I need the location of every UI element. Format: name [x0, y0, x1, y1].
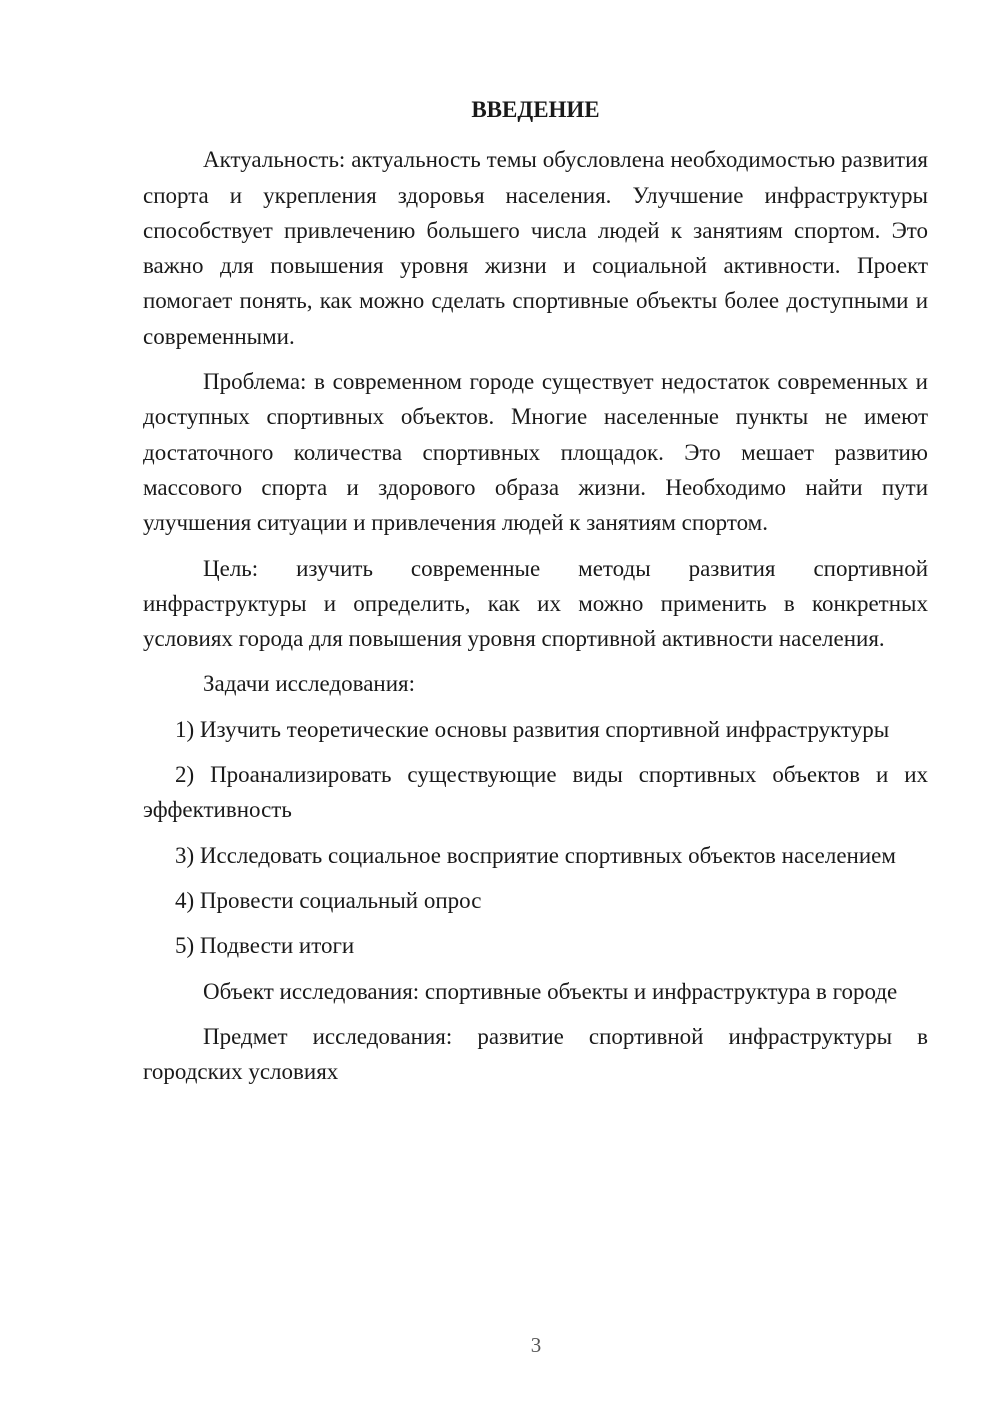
problem-paragraph: Проблема: в современном городе существует недостаток современных и доступных спортивных объектов. Многие населенные пункты не имеют достаточного количества спортивных площадок. Это мешает развитию массового спорта и здорового образа жизни. Необходимо найти пути улучшения ситуации и привлечения людей к занятиям спортом.	[143, 369, 928, 536]
subject-paragraph: Предмет исследования: развитие спортивной инфраструктуры в городских условиях	[143, 1023, 928, 1085]
task-item-5: 5) Подвести итоги	[175, 933, 355, 959]
tasks-intro: Задачи исследования:	[203, 671, 416, 697]
page-number: 3	[530, 1333, 542, 1357]
task-item-2: 2) Проанализировать существующие виды спортивных объектов и их эффективность	[143, 762, 928, 823]
goal-paragraph: Цель: изучить современные методы развития спортивной инфраструктуры и определить, как их можно применить в конкретных условиях города для повышения уровня спортивной активности населения.	[143, 555, 928, 652]
page-content	[143, 92, 928, 1099]
task-item-3: 3) Исследовать социальное восприятие спортивных объектов населением	[175, 842, 896, 868]
relevance-paragraph: Актуальность: актуальность темы обусловлена необходимостью развития спорта и укрепления здоровья населения. Улучшение инфраструктуры способствует привлечению большего числа людей к занятиям спортом. Это важно для повышения уровня жизни и социальной активности. Проект помогает понять, как можно сделать спортивные объекты более доступными и современными.	[143, 147, 928, 349]
task-item-4: 4) Провести социальный опрос	[175, 887, 482, 913]
object-paragraph: Объект исследования: спортивные объекты и инфраструктура в городе	[203, 978, 898, 1004]
task-item-1: 1) Изучить теоретические основы развития спортивной инфраструктуры	[175, 716, 890, 742]
section-heading: ВВЕДЕНИЕ	[471, 97, 600, 122]
